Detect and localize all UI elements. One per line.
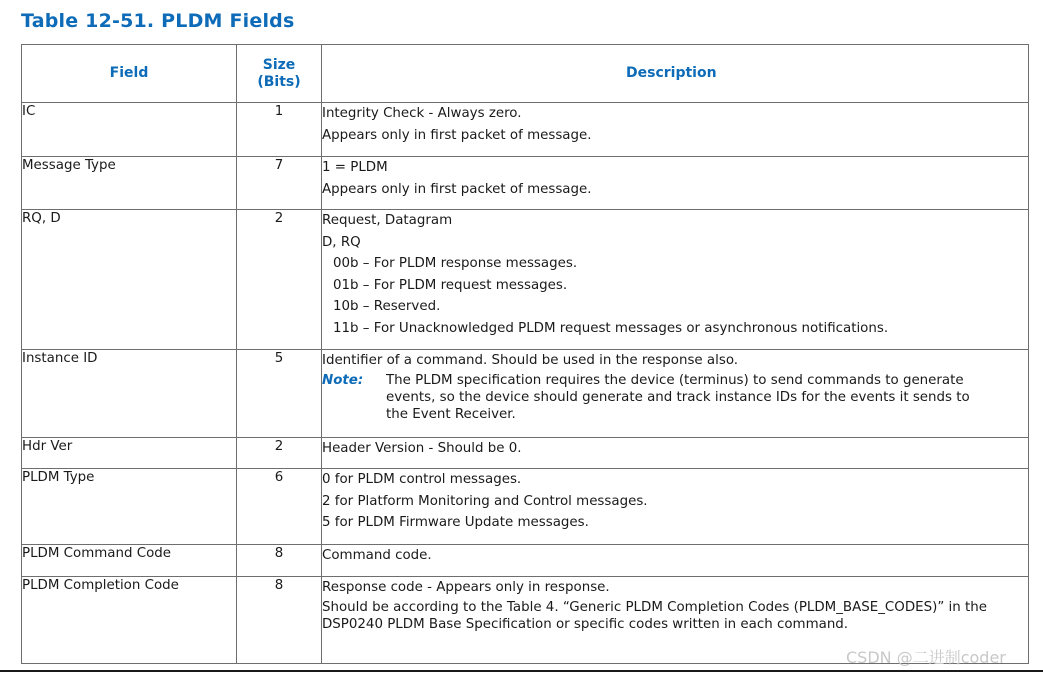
field-size: 8	[237, 545, 322, 577]
pldm-fields-table	[21, 44, 1029, 664]
bit-value-line: 10b – Reserved.	[333, 299, 441, 314]
table-row-pldm-type	[22, 469, 1029, 545]
description-line: Header Version - Should be 0.	[322, 441, 522, 456]
field-description	[322, 469, 1029, 545]
field-size: 5	[237, 350, 322, 438]
field-size: 2	[237, 210, 322, 350]
table-row-instance-id	[22, 350, 1029, 438]
description-line: 2 for Platform Monitoring and Control messages.	[322, 493, 648, 509]
note-text: The PLDM specification requires the device (terminus) to send commands to generate events, so the device should generate and track instance IDs for the events it sends to the Event Receiver.	[386, 372, 970, 422]
field-description	[322, 157, 1029, 210]
field-description	[322, 103, 1029, 157]
field-name: Instance ID	[22, 350, 237, 438]
field-size: 6	[237, 469, 322, 545]
watermark: CSDN @二进制coder	[846, 648, 1006, 667]
description-line: Response code - Appears only in response.	[322, 580, 610, 595]
table-row-rq-d	[22, 210, 1029, 350]
field-description	[322, 210, 1029, 350]
field-name: Hdr Ver	[22, 438, 237, 469]
table-row-ic	[22, 103, 1029, 157]
description-paragraph: Should be according to the Table 4. “Generic PLDM Completion Codes (PLDM_BASE_CODES)” in the DSP0240 PLDM Base Specification or specific codes written in each command.	[322, 599, 987, 632]
description-line: Request, Datagram	[322, 213, 453, 228]
description-line: Integrity Check - Always zero.	[322, 106, 522, 121]
description-line: Identifier of a command. Should be used in the response also.	[322, 353, 739, 368]
table-row-hdr-ver	[22, 438, 1029, 469]
field-name: IC	[22, 103, 237, 157]
table-caption: Table 12-51. PLDM Fields	[21, 10, 295, 32]
field-name: PLDM Command Code	[22, 545, 237, 577]
column-header-size	[237, 45, 322, 103]
description-line: Appears only in first packet of message.	[322, 181, 592, 197]
bit-value-line: 00b – For PLDM response messages.	[333, 256, 578, 271]
description-line: 5 for PLDM Firmware Update messages.	[322, 515, 589, 530]
field-name: PLDM Completion Code	[22, 577, 237, 664]
column-header-field: Field	[22, 45, 237, 103]
field-size: 1	[237, 103, 322, 157]
table-row-pldm-command-code	[22, 545, 1029, 577]
note-label: Note:	[322, 372, 364, 388]
bit-value-line: 01b – For PLDM request messages.	[333, 277, 568, 293]
field-size: 7	[237, 157, 322, 210]
description-line: 1 = PLDM	[322, 160, 388, 175]
description-line: D, RQ	[322, 234, 361, 250]
field-size: 2	[237, 438, 322, 469]
description-line: 0 for PLDM control messages.	[322, 472, 522, 487]
table-row-message-type	[22, 157, 1029, 210]
size-header-line1: Size	[262, 56, 296, 73]
bottom-divider	[0, 670, 1043, 672]
field-name: Message Type	[22, 157, 237, 210]
field-name: PLDM Type	[22, 469, 237, 545]
table-header-row	[22, 45, 1029, 103]
column-header-description: Description	[322, 45, 1029, 103]
description-line: Command code.	[322, 548, 432, 563]
field-name: RQ, D	[22, 210, 237, 350]
description-line: Appears only in first packet of message.	[322, 127, 592, 143]
field-description	[322, 545, 1029, 577]
note-block	[322, 372, 1028, 423]
size-header-line2: (Bits)	[257, 73, 301, 90]
field-description	[322, 438, 1029, 469]
bit-value-line: 11b – For Unacknowledged PLDM request messages or asynchronous notifications.	[333, 320, 889, 336]
field-description	[322, 350, 1029, 438]
field-size: 8	[237, 577, 322, 664]
